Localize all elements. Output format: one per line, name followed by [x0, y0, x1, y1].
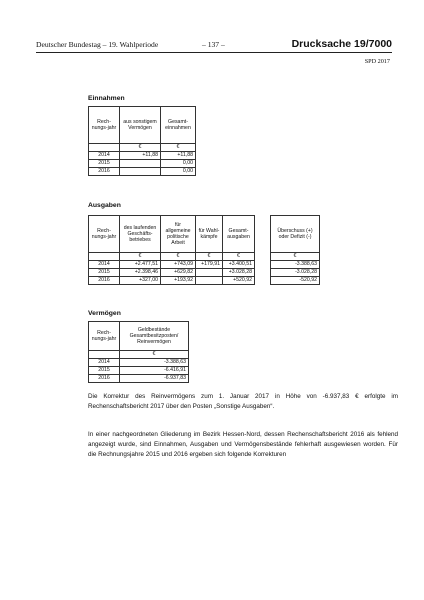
column-header: für allgemeine politische Arbeit	[161, 216, 196, 253]
column-header: Gesamt-einnahmen	[161, 107, 196, 144]
unit-cell: €	[271, 253, 320, 261]
table-cell: +11,88	[161, 152, 196, 160]
table-cell: +2.398,46	[120, 269, 161, 277]
table-row	[271, 277, 320, 285]
table-row	[89, 359, 189, 367]
table-cell: +3.028,28	[223, 269, 255, 277]
party-tag: SPD 2017	[364, 58, 390, 65]
unit-row	[89, 253, 255, 261]
table-cell	[120, 168, 161, 176]
table-cell: 2014	[89, 261, 120, 269]
table-cell: 2014	[89, 359, 120, 367]
table-row	[89, 277, 255, 285]
table-row	[89, 367, 189, 375]
unit-cell: €	[120, 144, 161, 152]
table-cell: 0,00	[161, 160, 196, 168]
table-row	[89, 168, 196, 176]
header-rule	[36, 52, 392, 53]
unit-cell	[89, 144, 120, 152]
column-header: aus sonstigem Vermögen	[120, 107, 161, 144]
table-cell: +327,00	[120, 277, 161, 285]
page-header	[36, 40, 392, 52]
table-cell: -3.388,63	[271, 261, 320, 269]
unit-cell	[89, 351, 120, 359]
table-ueberschuss-defizit	[270, 215, 320, 285]
table-header-row	[89, 107, 196, 144]
table-row	[89, 375, 189, 383]
table-row	[271, 261, 320, 269]
unit-cell	[89, 253, 120, 261]
table-cell: -6.416,91	[120, 367, 189, 375]
table-cell: +629,82	[161, 269, 196, 277]
table-cell	[120, 160, 161, 168]
section-title-vermoegen: Vermögen	[88, 310, 121, 317]
table-cell: 0,00	[161, 168, 196, 176]
table-cell: -3.388,63	[120, 359, 189, 367]
table-cell: +3.400,51	[223, 261, 255, 269]
table-cell: 2016	[89, 375, 120, 383]
column-header: Überschuss (+) oder Defizit (-)	[271, 216, 320, 253]
table-row	[89, 269, 255, 277]
unit-cell: €	[223, 253, 255, 261]
table-row	[89, 261, 255, 269]
table-row	[89, 160, 196, 168]
page-number: – 137 –	[202, 40, 225, 49]
table-cell: -3.028,28	[271, 269, 320, 277]
table-cell: +11,88	[120, 152, 161, 160]
table-cell: +179,91	[196, 261, 223, 269]
paragraph: In einer nachgeordneten Gliederung im Bezirk Hessen-Nord, dessen Rechenschaftsbericht 2016 als fehlend angezeigt wurde, sind Einnahmen, Ausgaben und Vermögensbestände fehlerhaft ausgewiesen worden. Für die Rechnungsjahre 2015 und 2016 ergeben sich folgende Korrekturen	[88, 431, 398, 459]
table-cell	[196, 277, 223, 285]
table-cell	[196, 269, 223, 277]
header-left: Deutscher Bundestag – 19. Wahlperiode	[36, 40, 159, 49]
unit-cell: €	[120, 253, 161, 261]
table-ausgaben	[88, 215, 255, 285]
table-cell: 2015	[89, 269, 120, 277]
document-number: Drucksache 19/7000	[291, 38, 392, 50]
table-header-row	[89, 216, 255, 253]
section-title-einnahmen: Einnahmen	[88, 95, 125, 102]
unit-cell: €	[161, 253, 196, 261]
column-header: des laufenden Geschäfts-betriebes	[120, 216, 161, 253]
table-cell: 2015	[89, 160, 120, 168]
table-cell: 2014	[89, 152, 120, 160]
table-cell: +743,09	[161, 261, 196, 269]
unit-row	[89, 351, 189, 359]
column-header: Rech-nungs-jahr	[89, 322, 120, 351]
table-cell: -520,92	[271, 277, 320, 285]
table-row	[89, 152, 196, 160]
table-row	[271, 269, 320, 277]
unit-cell: €	[161, 144, 196, 152]
table-header-row	[271, 216, 320, 253]
unit-cell: €	[120, 351, 189, 359]
table-cell: 2016	[89, 277, 120, 285]
paragraph: Die Korrektur des Reinvermögens zum 1. Januar 2017 in Höhe von -6.937,83 € erfolgte im Rechenschaftsbericht 2017 über den Posten „Sonstige Ausgaben“.	[88, 393, 398, 411]
unit-row	[271, 253, 320, 261]
table-einnahmen	[88, 106, 196, 176]
unit-row	[89, 144, 196, 152]
table-cell: +193,92	[161, 277, 196, 285]
column-header: Rech-nungs-jahr	[89, 107, 120, 144]
table-header-row	[89, 322, 189, 351]
column-header: Rech-nungs-jahr	[89, 216, 120, 253]
unit-cell: €	[196, 253, 223, 261]
table-cell: -6.937,83	[120, 375, 189, 383]
table-cell: 2016	[89, 168, 120, 176]
table-vermoegen	[88, 321, 189, 383]
column-header: Geldbestände Gesamtbesitzposten/ Reinvermögen	[120, 322, 189, 351]
table-cell: +520,92	[223, 277, 255, 285]
table-cell: 2015	[89, 367, 120, 375]
column-header: Gesamt-ausgaben	[223, 216, 255, 253]
table-cell: +2.477,51	[120, 261, 161, 269]
column-header: für Wahl-kämpfe	[196, 216, 223, 253]
section-title-ausgaben: Ausgaben	[88, 202, 121, 209]
